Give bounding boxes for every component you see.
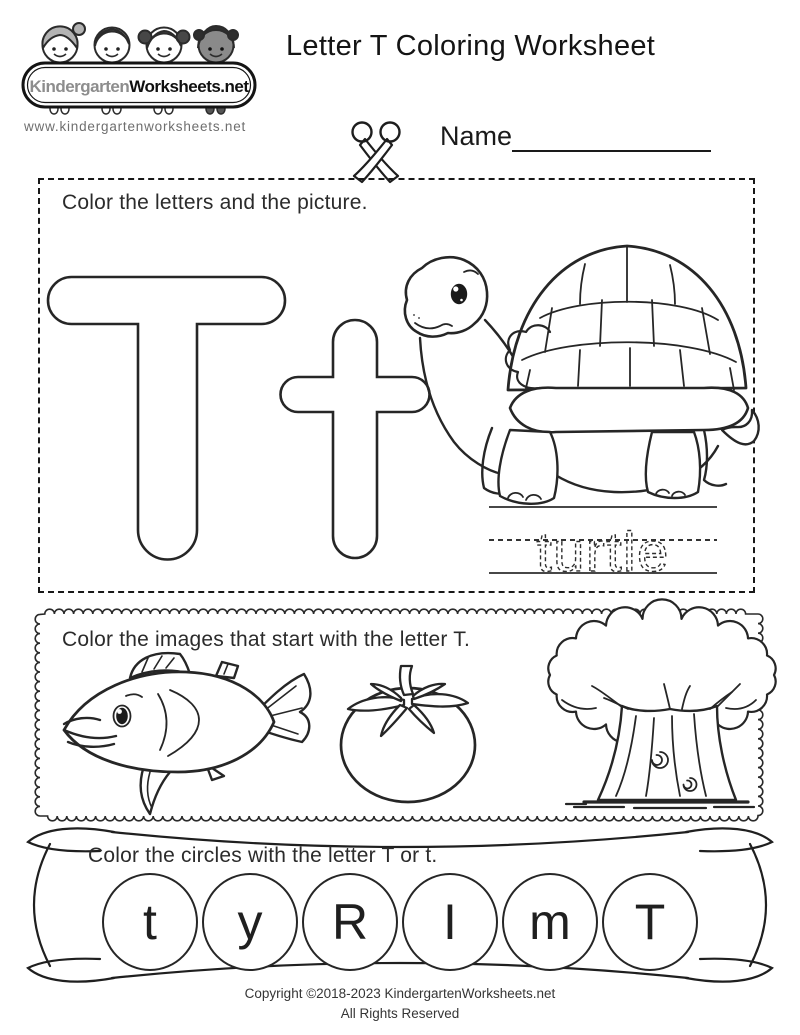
letter-T-outline [48,277,285,560]
section-color-images [38,612,760,818]
section-color-letters [38,178,755,593]
tree-illustration [548,599,775,808]
letter-t-outline [281,320,430,558]
turtle-illustration [405,246,759,504]
circle-letter: m [529,894,571,950]
letter-circle-m [502,873,598,971]
tomato-illustration [341,666,475,802]
logo-sign [23,63,255,107]
letter-circle-I [402,873,498,971]
section3-instruction: Color the circles with the letter T or t. [88,844,438,867]
letter-circle-y [202,873,298,971]
name-row [440,121,711,152]
website-url: www.kindergartenworksheets.net [24,119,247,134]
kindergarten-worksheets-logo [20,8,258,118]
section1-artwork [40,180,753,589]
fish-illustration [64,653,310,814]
page-title: Letter T Coloring Worksheet [286,30,656,62]
section1-instruction: Color the letters and the picture. [62,191,368,214]
section2-instruction: Color the images that start with the letter T. [62,628,470,651]
letter-circle-R [302,873,398,971]
name-blank-line [512,124,711,152]
circle-letter: I [443,894,457,950]
circle-letter: t [143,894,157,950]
name-label: Name [440,121,513,151]
trace-word: turtle [536,520,670,583]
copyright-line: Copyright ©2018-2023 KindergartenWorksheets.net [244,986,556,1001]
circle-letter: T [634,894,666,950]
scissors-icon [340,119,412,185]
circle-letter: y [237,894,263,950]
rights-line: All Rights Reserved [340,1006,460,1021]
circle-letter: R [331,894,369,950]
letter-circle-t [102,873,198,971]
section-color-circles [0,820,800,990]
section2-artwork [38,612,760,818]
letter-circle-T [602,873,698,971]
logo-text: KindergartenWorksheets.net [29,77,249,96]
